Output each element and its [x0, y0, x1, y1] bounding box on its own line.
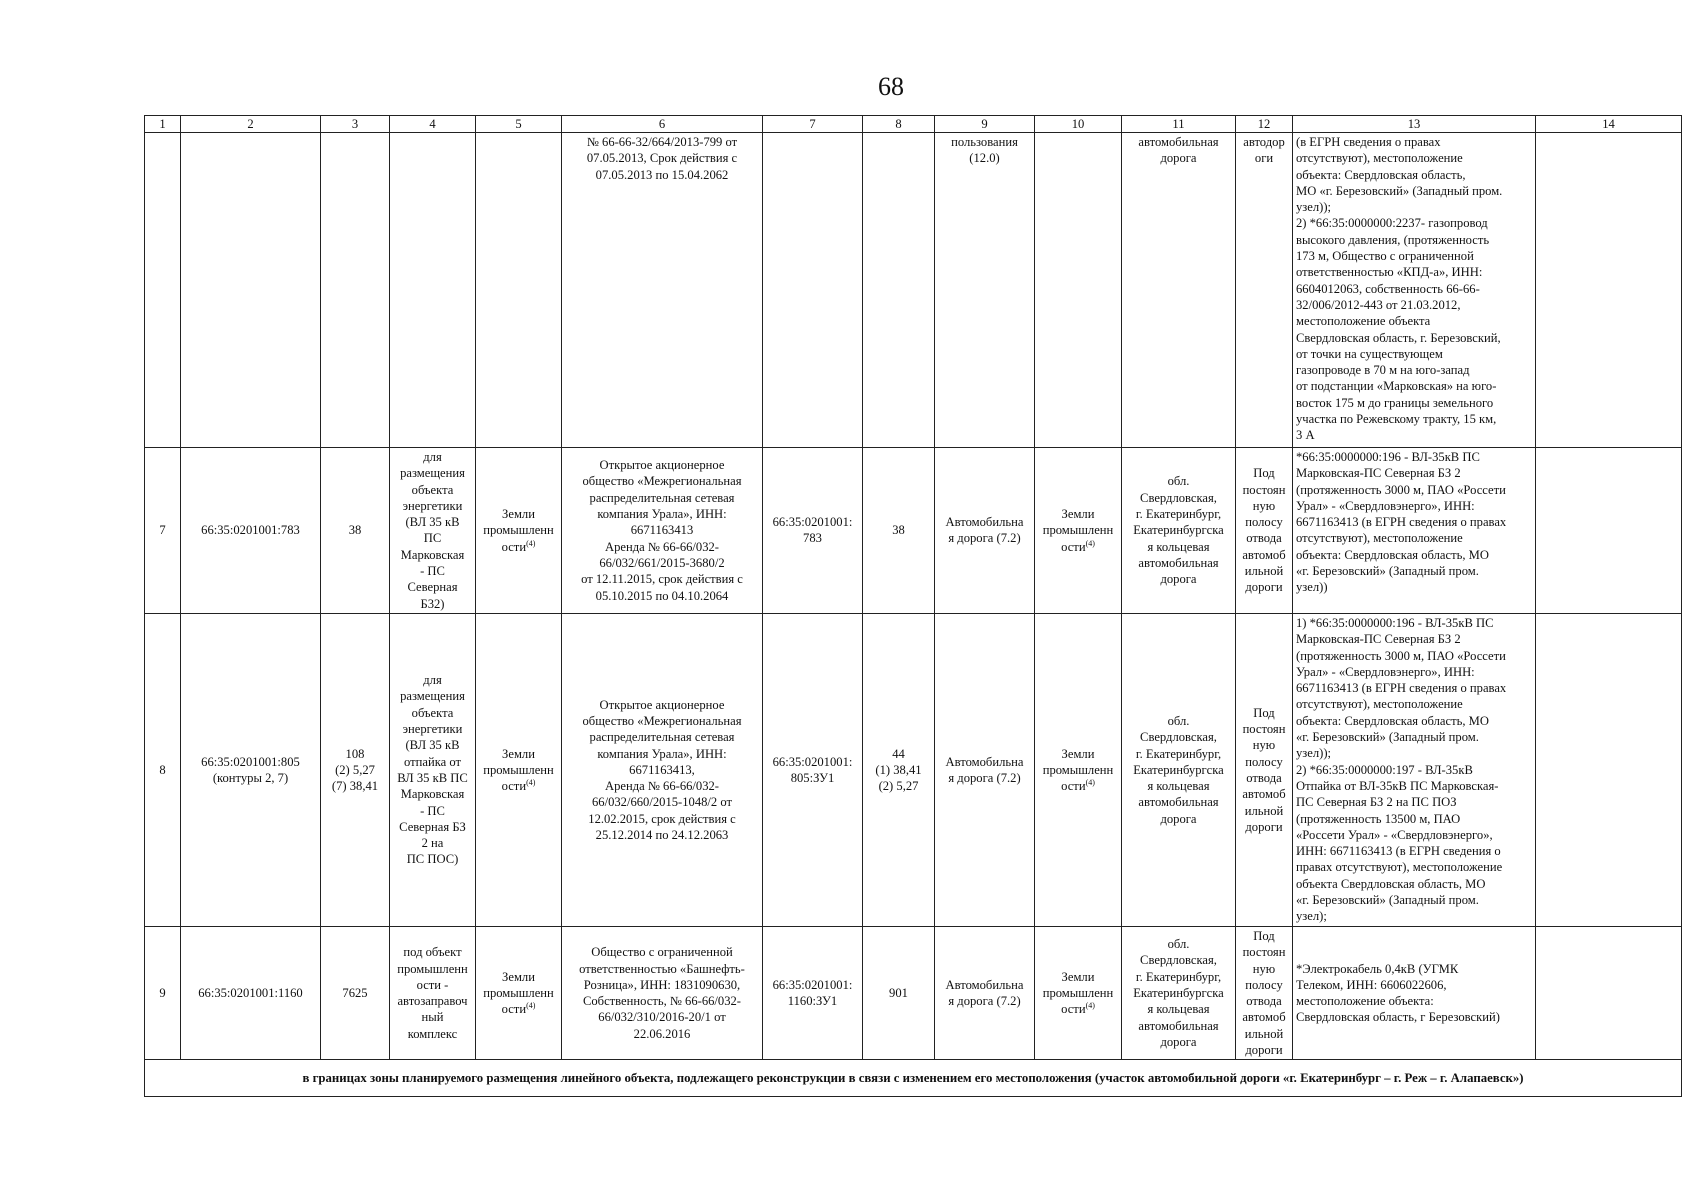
page-number: 68: [878, 72, 904, 101]
new-cadastral-number: 66:35:0201001: 805:ЗУ1: [763, 613, 863, 926]
address: обл. Свердловская, г. Екатеринбург, Екатеринбургска я кольцевая автомобильная дорога: [1122, 613, 1236, 926]
rights-cell: № 66-66-32/664/2013-799 от 07.05.2013, Срок действия с 07.05.2013 по 15.04.2062: [562, 133, 763, 448]
new-land-category: [1035, 926, 1122, 1059]
use-cell: пользования (12.0): [935, 133, 1035, 448]
column-number: 7: [763, 116, 863, 133]
permitted-use: под объект промышленн ости - автозаправоч ный комплекс: [390, 926, 476, 1059]
table-row: [145, 613, 1682, 926]
new-land-category: [1035, 448, 1122, 614]
table-cell: [145, 133, 181, 448]
address: обл. Свердловская, г. Екатеринбург, Екатеринбургска я кольцевая автомобильная дорога: [1122, 926, 1236, 1059]
land-plot-table: [144, 115, 1682, 1097]
column-number: 8: [863, 116, 935, 133]
table-row: [145, 448, 1682, 614]
note: [1536, 926, 1682, 1059]
column-number: 12: [1236, 116, 1293, 133]
land-category-text: Земли промышленн ости: [483, 507, 554, 554]
permitted-use: для размещения объекта энергетики (ВЛ 35 кВ отпайка от ВЛ 35 кВ ПС Марковская - ПС Северная БЗ 2 на ПС ПОС): [390, 613, 476, 926]
column-number: 14: [1536, 116, 1682, 133]
column-number: 10: [1035, 116, 1122, 133]
purpose-new: Под постоян ную полосу отвода автомоб ильной дороги: [1236, 613, 1293, 926]
new-use: Автомобильна я дорога (7.2): [935, 926, 1035, 1059]
encumbrance: 1) *66:35:0000000:196 - ВЛ-35кВ ПС Марковская-ПС Северная БЗ 2 (протяженность 3000 м, ПАО «Россети Урал» - «Свердловэнерго», ИНН: 6671163413 (в ЕГРН сведения о правах отсутствуют), местоположение объекта: Свердловская область, МО «г. Березовский» (Западный пром. узел)); 2) *66:35:0000000:197 - ВЛ-35кВ Отпайка от ВЛ-35кВ ПС Марковская- ПС Северная БЗ 2 на ПС ПОЗ (протяженность 13500 м, ПАО «Россети Урал» - «Свердловэнерго», ИНН: 6671163413 (в ЕГРН сведения о правах отсутствуют), местоположение объекта Свердловская область, МО «г. Березовский» (Западный пром. узел);: [1293, 613, 1536, 926]
address: обл. Свердловская, г. Екатеринбург, Екатеринбургска я кольцевая автомобильная дорога: [1122, 448, 1236, 614]
area: 108 (2) 5,27 (7) 38,41: [321, 613, 390, 926]
new-land-category-text: Земли промышленн ости: [1042, 969, 1114, 1017]
footnote-mark: (4): [1085, 538, 1095, 548]
note: [1536, 613, 1682, 926]
table-cell: [863, 133, 935, 448]
column-number: 4: [390, 116, 476, 133]
purpose-new: Под постоян ную полосу отвода автомоб ильной дороги: [1236, 926, 1293, 1059]
table-cell: [390, 133, 476, 448]
column-number: 6: [562, 116, 763, 133]
column-number-row: [145, 116, 1682, 133]
land-category: [476, 926, 562, 1059]
footnote-mark: (4): [526, 777, 536, 787]
rights-holder: Открытое акционерное общество «Межрегиональная распределительная сетевая компания Урала», ИНН: 6671163413 Аренда № 66-66/032- 66/032/661/2015-3680/2 от 12.11.2015, срок действия с 05.10.2015 по 04.10.2064: [562, 448, 763, 614]
new-land-category: [1035, 613, 1122, 926]
land-category: [476, 613, 562, 926]
encumbrance: *Электрокабель 0,4кВ (УГМК Телеком, ИНН: 6606022606, местоположение объекта: Свердловская область, г Березовский): [1293, 926, 1536, 1059]
column-number: 5: [476, 116, 562, 133]
column-number: 2: [181, 116, 321, 133]
table-cell: [181, 133, 321, 448]
footnote-mark: (4): [1085, 777, 1095, 787]
rights-holder: Общество с ограниченной ответственностью «Башнефть- Розница», ИНН: 1831090630, Собственность, № 66-66/032- 66/032/310/2016-20/1 от 22.06.2016: [562, 926, 763, 1059]
column-number: 9: [935, 116, 1035, 133]
table-cell: [476, 133, 562, 448]
encumbrance-cell: (в ЕГРН сведения о правах отсутствуют), местоположение объекта: Свердловская область, МО «г. Березовский» (Западный пром. узел)); 2) *66:35:0000000:2237- газопровод высокого давления, (протяженность 173 м, Общество с ограниченной ответственностью «КПД-а», ИНН: 6604012063, собственность 66-66- 32/006/2012-443 от 21.03.2012, местоположение объекта Свердловская область, г. Березовский, от точки на существующем газопроводе в 70 м на юго-запад от подстанции «Марковская» на юго- восток 175 м до границы земельного участка по Режевскому тракту, 15 км, 3 А: [1293, 133, 1536, 448]
cadastral-number: 66:35:0201001:805 (контуры 2, 7): [181, 613, 321, 926]
column-number: 13: [1293, 116, 1536, 133]
new-area: 901: [863, 926, 935, 1059]
section-footer-row: [145, 1060, 1682, 1097]
table-row: [145, 926, 1682, 1059]
column-number: 11: [1122, 116, 1236, 133]
continuation-row: [145, 133, 1682, 448]
new-use: Автомобильна я дорога (7.2): [935, 613, 1035, 926]
footnote-mark: (4): [1085, 1001, 1095, 1011]
rights-holder: Открытое акционерное общество «Межрегиональная распределительная сетевая компания Урала», ИНН: 6671163413, Аренда № 66-66/032- 66/032/660/2015-1048/2 от 12.02.2015, срок действия с 25.12.2014 по 24.12.2063: [562, 613, 763, 926]
section-footer: в границах зоны планируемого размещения линейного объекта, подлежащего реконструкции в связи с изменением его местоположения (участок автомобильной дороги «г. Екатеринбург – г. Реж – г. Алапаевск»): [145, 1060, 1682, 1097]
new-cadastral-number: 66:35:0201001: 783: [763, 448, 863, 614]
land-category: [476, 448, 562, 614]
cadastral-number: 66:35:0201001:1160: [181, 926, 321, 1059]
purpose-new-cell: автодор оги: [1236, 133, 1293, 448]
table-cell: [1536, 133, 1682, 448]
land-category-text: Земли промышленн ости: [483, 969, 554, 1017]
note: [1536, 448, 1682, 614]
new-use: Автомобильна я дорога (7.2): [935, 448, 1035, 614]
row-number: 9: [145, 926, 181, 1059]
footnote-mark: (4): [526, 1001, 536, 1011]
table-cell: [1035, 133, 1122, 448]
area: 38: [321, 448, 390, 614]
new-cadastral-number: 66:35:0201001: 1160:ЗУ1: [763, 926, 863, 1059]
table-cell: [763, 133, 863, 448]
new-area: 38: [863, 448, 935, 614]
address-cell: автомобильная дорога: [1122, 133, 1236, 448]
column-number: 3: [321, 116, 390, 133]
land-category-text: Земли промышленн ости: [483, 746, 554, 794]
area: 7625: [321, 926, 390, 1059]
new-area: 44 (1) 38,41 (2) 5,27: [863, 613, 935, 926]
row-number: 7: [145, 448, 181, 614]
footnote-mark: (4): [526, 538, 536, 548]
permitted-use: для размещения объекта энергетики (ВЛ 35 кВ ПС Марковская - ПС Северная Б32): [390, 448, 476, 614]
table-cell: [321, 133, 390, 448]
row-number: 8: [145, 613, 181, 926]
purpose-new: Под постоян ную полосу отвода автомоб ильной дороги: [1236, 448, 1293, 614]
new-land-category-text: Земли промышленн ости: [1042, 746, 1114, 794]
column-number: 1: [145, 116, 181, 133]
new-land-category-text: Земли промышленн ости: [1042, 507, 1114, 554]
cadastral-number: 66:35:0201001:783: [181, 448, 321, 614]
encumbrance: *66:35:0000000:196 - ВЛ-35кВ ПС Марковская-ПС Северная БЗ 2 (протяженность 3000 м, ПАО «Россети Урал» - «Свердловэнерго», ИНН: 6671163413 (в ЕГРН сведения о правах отсутствуют), местоположение объекта: Свердловская область, МО «г. Березовский» (Западный пром. узел)): [1293, 448, 1536, 614]
